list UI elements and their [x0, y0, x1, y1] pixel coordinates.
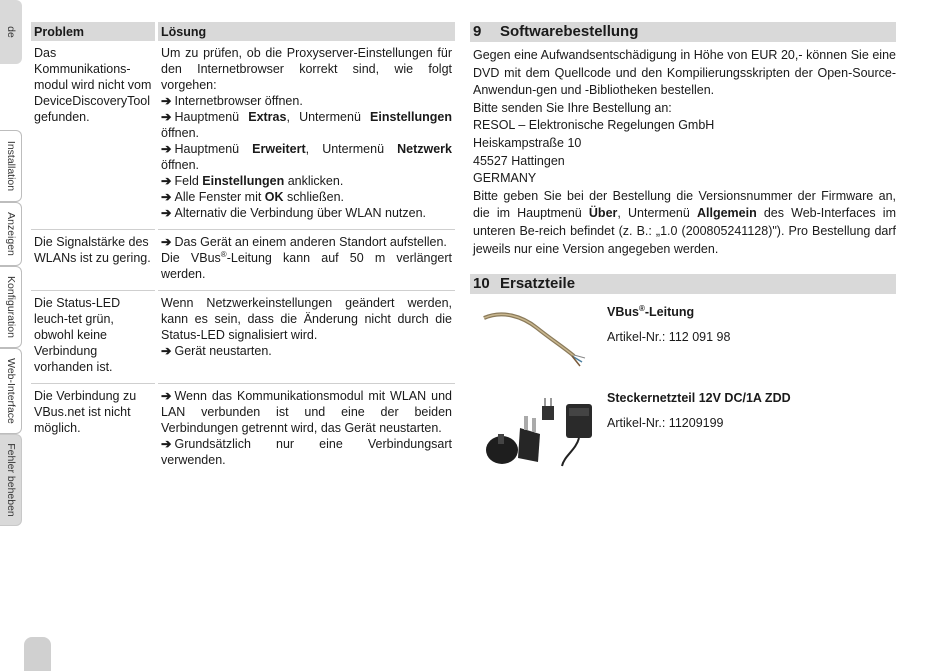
solution-intro: Wenn Netzwerkeinstellungen geändert werden, kann es sein, dass die Änderung nicht durch die Status-LED signalisiert wird.	[161, 296, 452, 342]
solution-step: ➔ Hauptmenü Erweitert, Untermenü Netzwerk öffnen.	[161, 142, 452, 172]
arrow-right-icon: ➔	[161, 110, 172, 124]
side-tab-konfiguration[interactable]: Konfiguration	[0, 266, 22, 348]
problem-cell: Das Kommunikations-modul wird nicht vom DeviceDiscoveryTool gefunden.	[31, 41, 157, 230]
paragraph: Gegen eine Aufwandsentschädigung in Höhe von EUR 20,- können Sie eine DVD mit dem Quellcode und den Kompilierungsskripten der Open-Source-Anwendun-gen und -Bibliotheken bestellen.	[473, 48, 896, 98]
solution-cell	[157, 230, 456, 291]
arrow-right-icon: ➔	[161, 235, 172, 249]
table-row	[31, 291, 455, 384]
part-title: Steckernetzteil 12V DC/1A ZDD	[607, 391, 791, 405]
solution-step: ➔ Wenn das Kommunikationsmodul mit WLAN und LAN verbunden ist und eine der beiden Verbindungen getrennt wird, das Gerät neustarten.	[161, 389, 452, 435]
solution-cell	[157, 291, 456, 384]
solution-cell	[157, 41, 456, 230]
solution-note: Die VBus®-Leitung kann auf 50 m verlängert werden.	[161, 249, 453, 281]
arrow-right-icon: ➔	[161, 94, 172, 108]
paragraph: Bitte senden Sie Ihre Bestellung an:	[473, 100, 672, 115]
solution-step: ➔ Grundsätzlich nur eine Verbindungsart verwenden.	[161, 437, 452, 467]
address-line: 45527 Hattingen	[473, 153, 565, 168]
column-header-problem: Problem	[31, 22, 157, 41]
arrow-right-icon: ➔	[161, 344, 172, 358]
page-corner-tab	[24, 637, 51, 671]
solution-step: ➔ Das Gerät an einem anderen Standort aufstellen.	[161, 235, 447, 249]
solution-step: ➔ Internetbrowser öffnen.	[161, 94, 303, 108]
part-title: VBus®-Leitung	[607, 303, 695, 319]
problem-cell: Die Verbindung zu VBus.net ist nicht möglich.	[31, 384, 157, 477]
address-line: RESOL – Elektronische Regelungen GmbH	[473, 118, 715, 133]
address-line: Heiskampstraße 10	[473, 135, 582, 150]
table-header-row	[31, 22, 455, 41]
solution-cell	[157, 384, 456, 477]
side-tab-installation[interactable]: Installation	[0, 130, 22, 202]
section-heading-ersatzteile: 10 Ersatzteile	[470, 274, 896, 294]
arrow-right-icon: ➔	[161, 142, 172, 156]
solution-step: ➔ Hauptmenü Extras, Untermenü Einstellungen öffnen.	[161, 110, 452, 140]
power-adapter-image	[484, 394, 596, 474]
column-header-loesung: Lösung	[157, 22, 456, 41]
troubleshooting-table	[31, 22, 455, 476]
vbus-cable-image	[482, 306, 587, 372]
address-line: GERMANY	[473, 171, 537, 186]
side-tab-fehler-beheben[interactable]: Fehler beheben	[0, 434, 22, 526]
arrow-right-icon: ➔	[161, 174, 172, 188]
arrow-right-icon: ➔	[161, 389, 172, 403]
side-tab-web-interface[interactable]: Web-Interface	[0, 348, 22, 434]
side-tab-anzeigen[interactable]: Anzeigen	[0, 202, 22, 266]
part-article-number: Artikel-Nr.: 112 091 98	[607, 330, 731, 344]
side-tab-language[interactable]: de	[0, 0, 22, 64]
table-row	[31, 230, 455, 291]
arrow-right-icon: ➔	[161, 437, 172, 451]
solution-step: ➔ Alternativ die Verbindung über WLAN nutzen.	[161, 206, 427, 220]
problem-cell: Die Status-LED leuch-tet grün, obwohl keine Verbindung vorhanden ist.	[31, 291, 157, 384]
paragraph: Bitte geben Sie bei der Bestellung die Versionsnummer der Firmware an, die im Hauptmenü Über, Untermenü Allgemein des Web-Interfaces im unteren Be-reich befindet (z. B.: „1.0 (200805241128)"). Pro Bestellung darf jeweils nur eine Version angegeben werden.	[473, 188, 896, 256]
solution-step: ➔ Feld Einstellungen anklicken.	[161, 174, 344, 188]
solution-step: ➔ Alle Fenster mit OK schließen.	[161, 190, 344, 204]
solution-step: ➔ Gerät neustarten.	[161, 344, 272, 358]
section-body-softwarebestellung	[473, 47, 896, 258]
table-row	[31, 384, 455, 477]
arrow-right-icon: ➔	[161, 190, 172, 204]
part-article-number: Artikel-Nr.: 11209199	[607, 416, 724, 430]
solution-intro: Um zu prüfen, ob die Proxyserver-Einstellungen für den Internetbrowser korrekt sind, wie folgt vorgehen:	[161, 46, 452, 92]
table-row	[31, 41, 455, 230]
arrow-right-icon: ➔	[161, 206, 172, 220]
problem-cell: Die Signalstärke des WLANs ist zu gering.	[31, 230, 157, 291]
section-heading-softwarebestellung: 9 Softwarebestellung	[470, 22, 896, 42]
